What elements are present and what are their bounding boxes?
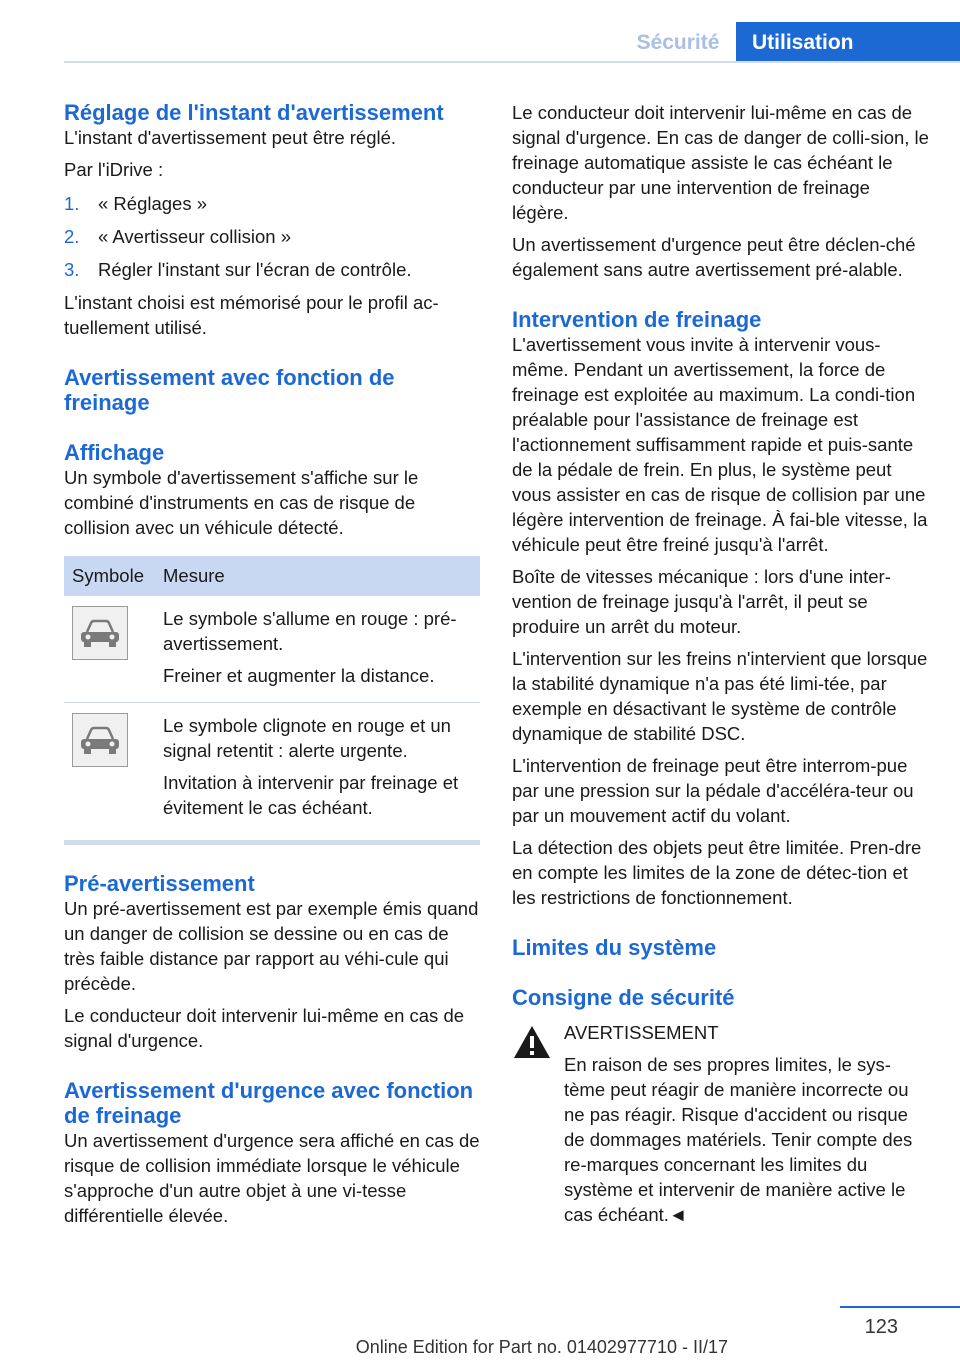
step-number: 1.	[64, 193, 80, 214]
para-pre-2: Le conducteur doit intervenir lui-même en cas de signal d'urgence.	[64, 1005, 465, 1051]
para-idrive: Par l'iDrive :	[64, 159, 164, 180]
heading-urgence: Avertissement d'urgence avec fonction de freinage	[64, 1078, 474, 1128]
measure-cell	[163, 606, 480, 688]
step-text: Régler l'instant sur l'écran de contrôle.	[98, 259, 412, 280]
para-r2: Un avertissement d'urgence peut être déclen-ché également sans autre avertissement pré-alable.	[512, 234, 916, 280]
edition-note: Online Edition for Part no. 01402977710 - II/17	[355, 1337, 728, 1357]
col-mesure: Mesure	[163, 565, 225, 586]
heading-pre-avertissement: Pré-avertissement	[64, 871, 255, 896]
warning-text: En raison de ses propres limites, le sys-tème peut réagir de manière incorrecte ou ne pas réagir. Risque d'accident ou risque de dommages matériels. Tenir compte des re-marques concernant les limites du système et intervenir de manière active le cas échéant.◄	[564, 1054, 913, 1225]
para-int-1: L'avertissement vous invite à intervenir vous-même. Pendant un avertissement, la force de freinage est exploitée au maximum. La condi-tion préalable pour l'assistance de freinage est l'actionnement suffisamment rapide et puis-sante de la pédale de frein. En plus, le système peut vous assister en cas de risque de collision par une légère intervention de freinage. À fai-ble vitesse, la véhicule peut être freiné jusqu'à l'arrêt.	[512, 334, 928, 555]
table-row	[64, 596, 480, 703]
col-symbole: Symbole	[72, 565, 144, 586]
list-item	[64, 257, 480, 282]
heading-avert-freinage: Avertissement avec fonction de freinage	[64, 365, 395, 415]
heading-limites: Limites du système	[512, 935, 717, 960]
para-pre-1: Un pré-avertissement est par exemple émis quand un danger de collision se dessine ou en cas de très faible distance par rapport au véhi-cule qui précède.	[64, 898, 479, 994]
right-column	[512, 100, 930, 1227]
table-row	[64, 703, 480, 834]
table-header	[64, 556, 480, 596]
measure-line: Le symbole s'allume en rouge : pré-avertissement.	[163, 608, 457, 654]
para-memorise: L'instant choisi est mémorisé pour le profil ac-tuellement utilisé.	[64, 292, 439, 338]
warning-title: AVERTISSEMENT	[564, 1022, 719, 1043]
list-item	[64, 191, 480, 216]
measure-cell	[163, 713, 480, 820]
step-number: 2.	[64, 226, 80, 247]
para-int-3: L'intervention sur les freins n'intervient que lorsque la stabilité dynamique n'a pas été limi-tée, par exemple en désactivant le système de contrôle dynamique de stabilité DSC.	[512, 648, 928, 744]
symbol-cell	[64, 713, 163, 820]
para-reglage: L'instant d'avertissement peut être réglé.	[64, 127, 397, 148]
car-warning-icon	[72, 713, 128, 767]
list-item	[64, 224, 480, 249]
steps-list	[64, 191, 480, 282]
para-urgence: Un avertissement d'urgence sera affiché en cas de risque de collision immédiate lorsque le véhicule s'approche d'un autre objet à une vi-tesse différentielle élevée.	[64, 1130, 480, 1226]
para-r1: Le conducteur doit intervenir lui-même en cas de signal d'urgence. En cas de danger de colli-sion, le freinage automatique assiste le cas échéant le conducteur par une intervention de freinage légère.	[512, 102, 929, 223]
header-rule	[64, 61, 960, 63]
symbol-table	[64, 556, 480, 845]
para-int-4: L'intervention de freinage peut être interrom-pue par une pression sur la pédale d'accéléra-teur ou par un mouvement actif du volant.	[512, 755, 914, 826]
left-column	[64, 100, 480, 1228]
step-text: « Avertisseur collision »	[98, 226, 291, 247]
para-int-5: La détection des objets peut être limitée. Pren-dre en compte les limites de la zone de détec-tion et les restrictions de fonctionnement.	[512, 837, 922, 908]
warning-triangle-icon	[512, 1020, 564, 1227]
para-int-2: Boîte de vitesses mécanique : lors d'une inter-vention de freinage jusqu'à l'arrêt, il peut se produire un arrêt du moteur.	[512, 566, 891, 637]
header-tab-securite: Sécurité	[636, 30, 720, 54]
symbol-cell	[64, 606, 163, 688]
warning-box	[512, 1020, 930, 1227]
step-number: 3.	[64, 259, 80, 280]
step-text: « Réglages »	[98, 193, 208, 214]
heading-consigne: Consigne de sécurité	[512, 985, 735, 1010]
measure-line: Le symbole clignote en rouge et un signal retentit : alerte urgente.	[163, 715, 451, 761]
car-warning-icon	[72, 606, 128, 660]
header-tab-utilisation: Utilisation	[736, 22, 960, 63]
measure-line: Freiner et augmenter la distance.	[163, 665, 435, 686]
measure-line: Invitation à intervenir par freinage et évitement le cas échéant.	[163, 772, 459, 818]
heading-intervention: Intervention de freinage	[512, 307, 762, 332]
para-affichage: Un symbole d'avertissement s'affiche sur le combiné d'instruments en cas de risque de collision avec un véhicule détecté.	[64, 467, 419, 538]
table-bottom-rule	[64, 840, 480, 845]
heading-reglage: Réglage de l'instant d'avertissement	[64, 100, 444, 125]
footer-rule	[840, 1306, 960, 1308]
page-number: 123	[864, 1316, 898, 1338]
heading-affichage: Affichage	[64, 440, 165, 465]
